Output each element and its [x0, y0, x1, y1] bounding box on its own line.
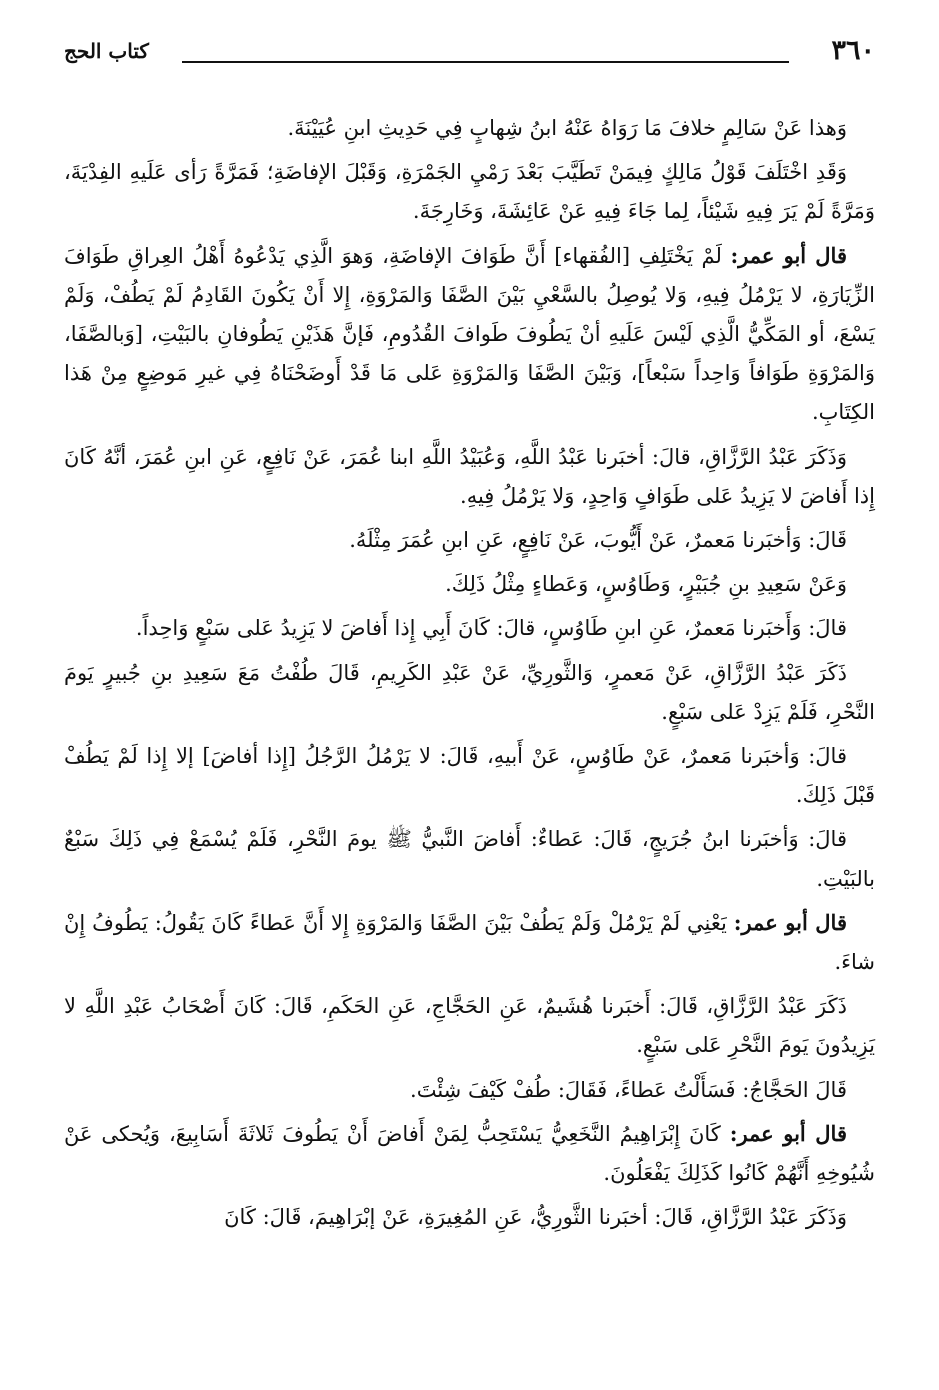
paragraph-text: قَالَ الحَجَّاجُ: فَسَأَلْتُ عَطاءً، فَقَالَ: طُفْ كَيْفَ شِئْتَ. [410, 1077, 847, 1102]
page-number: ٣٦٠ [831, 35, 875, 66]
paragraph-text: وَذَكَرَ عَبْدُ الرَّزَّاقِ، قالَ: أخبَرنا عَبْدُ اللَّهِ، وَعُبَيْدُ اللَّهِ ابنا عُمَرَ، عَنْ نَافِعٍ، عَنِ ابنِ عُمَرَ، أنَّهُ كَانَ إِذا أَفاضَ لا يَزِيدُ عَلى طَوَافٍ وَاحِدٍ، وَلا يَرْمُلُ فِيهِ. [64, 444, 875, 508]
paragraph-text: كَانَ إِبْرَاهِيمُ النَّخَعِيُّ يَسْتَحِبُّ لِمَنْ أَفاضَ أَنْ يَطُوفَ ثَلاثَةَ أَسَابِيعَ، وَيُحكى عَنْ شُيُوخِهِ أَنَّهُمْ كَانُوا كَذَلِكَ يَفْعَلُونَ. [64, 1121, 875, 1186]
paragraph [64, 236, 875, 433]
paragraph [64, 1114, 875, 1193]
paragraph-text: قالَ: وَأخبَرنا مَعمرٌ، عَنْ طَاوُسٍ، عَنْ أَبيهِ، قَالَ: لا يَرْمُلُ الرَّجُلُ [إِذا أفاضَ] إلا إِذا لَمْ يَطُفْ قَبْلَ ذَلِكَ. [64, 744, 875, 808]
paragraph-text: لَمْ يَخْتَلِفِ [الفُقهاء] أَنَّ طَوَافَ الإفاضَةِ، وَهوَ الَّذِي يَدْعُوهُ أَهْلُ العِراقِ طَوَافَ الزِّيَارَةِ، لا يَرْمُلُ فِيهِ، وَلا يُوصِلُ بالسَّعْيِ بَيْنَ الصَّفَا وَالمَرْوَةِ، إِلا أَنْ يَكُونَ القَادِمُ لَمْ يَطُفْ، وَلَمْ يَسْعَ، أو المَكِّيُّ الَّذِي لَيْسَ عَلَيهِ أنْ يَطُوفَ طَوافَ القُدُومِ، فَإنَّ هَذَيْنِ يَطُوفانِ بالبَيْتِ، [وَبالصَّفَا، وَالمَرْوَةِ طَوَافاً وَاحِداً سَبْعاً]، وَبَيْنَ الصَّفَا وَالمَرْوَةِ عَلى مَا قَدْ أَوضَحْنَاهُ فِي غيرِ مَوضِعٍ مِنْ هَذا الكِتَابِ. [64, 243, 875, 425]
paragraph [64, 152, 875, 231]
speaker-label: قال أبو عمر: [733, 909, 847, 935]
page-body [64, 108, 875, 1241]
paragraph-text: وَعَنْ سَعِيدِ بنِ جُبَيْرٍ، وَطَاوُسٍ، وَعَطاءٍ مِثْلُ ذَلِكَ. [445, 572, 847, 597]
page-header [64, 34, 875, 68]
paragraph [64, 608, 875, 648]
speaker-label: قال أبو عمر: [729, 1120, 847, 1146]
paragraph-text: ذَكَرَ عَبْدُ الرَّزَّاقِ، قَالَ: أَخبَرنا هُشَيمٌ، عَنِ الحَجَّاجِ، عَنِ الحَكَمِ، قَالَ: كَانَ أَصْحَابُ عَبْدِ اللَّهِ لا يَزِيدُونَ يَومَ النَّحْرِ عَلى سَبْعٍ. [64, 994, 875, 1058]
paragraph-text: ذَكَرَ عَبْدُ الرَّزَّاقِ، عَنْ مَعمرٍ، وَالثَّورِيِّ، عَنْ عَبْدِ الكَرِيمِ، قَالَ طُفْتُ مَعَ سَعِيدِ بنِ جُبيرٍ يَومَ النَّحْرِ، فَلَمْ يَزِدْ عَلى سَبْعٍ. [64, 660, 875, 724]
paragraph-text: يَعْنِي لَمْ يَرْمُلْ وَلَمْ يَطُفْ بَيْنَ الصَّفَا وَالمَرْوَةِ إِلا أَنَّ عَطاءً كَانَ يَقُولُ: يَطُوفُ إِنْ شاءَ. [64, 910, 875, 975]
paragraph-text: وَقَدِ اخْتَلَفَ قَوْلُ مَالِكٍ فِيمَنْ تَطَيَّبَ بَعْدَ رَمْيِ الجَمْرَةِ، وَقَبْلَ الإفاضَةِ؛ فَمَرَّةً رَأى عَلَيهِ الفِدْيَةَ، وَمَرَّةً لَمْ يَرَ فِيهِ شَيْئاً، لِما جَاءَ فِيهِ عَنْ عَائِشَةَ، وَخَارِجَةَ. [64, 160, 875, 224]
paragraph [64, 903, 875, 982]
paragraph-text: قَالَ: وَأخبَرنا مَعمرٌ، عَنْ أَيُّوبَ، عَنْ نَافِعٍ، عَنِ ابنِ عُمَرَ مِثْلَهُ. [349, 528, 847, 553]
paragraph [64, 437, 875, 516]
paragraph [64, 819, 875, 898]
paragraph [64, 1070, 875, 1110]
speaker-label: قال أبو عمر: [730, 242, 847, 268]
paragraph [64, 986, 875, 1065]
paragraph-text: قالَ: وَأخبَرنا ابنُ جُرَيجٍ، قَالَ: عَطاءٌ: أَفاضَ النَّبيُّ ﷺ يومَ النَّحْرِ، فَلَمْ يُسْمَعْ فِي ذَلِكَ سَبْعٌ بالبَيْتِ. [64, 827, 875, 891]
paragraph [64, 1197, 875, 1237]
paragraph [64, 736, 875, 815]
header-rule [182, 61, 789, 63]
paragraph-text: وَذَكَرَ عَبْدُ الرَّزَّاقِ، قَالَ: أخبَرنا الثَّورِيُّ، عَنِ المُغِيرَةِ، عَنْ إبْرَاهِيمَ، قَالَ: كَانَ [224, 1205, 847, 1230]
paragraph-text: وَهذا عَنْ سَالِمٍ خلافَ مَا رَوَاهُ عَنْهُ ابنُ شِهابٍ فِي حَدِيثِ ابنِ عُيَيْنَةَ. [287, 116, 847, 140]
paragraph [64, 108, 875, 148]
book-title: كتاب الحج [64, 39, 149, 63]
paragraph [64, 653, 875, 732]
paragraph [64, 520, 875, 560]
paragraph-text: قالَ: وَأَخبَرنا مَعمرٌ، عَنِ ابنِ طَاوُسٍ، قالَ: كَانَ أَبِي إِذا أَفاضَ لا يَزِيدُ عَلى سَبْعٍ وَاحِداً. [135, 616, 847, 641]
paragraph [64, 564, 875, 604]
